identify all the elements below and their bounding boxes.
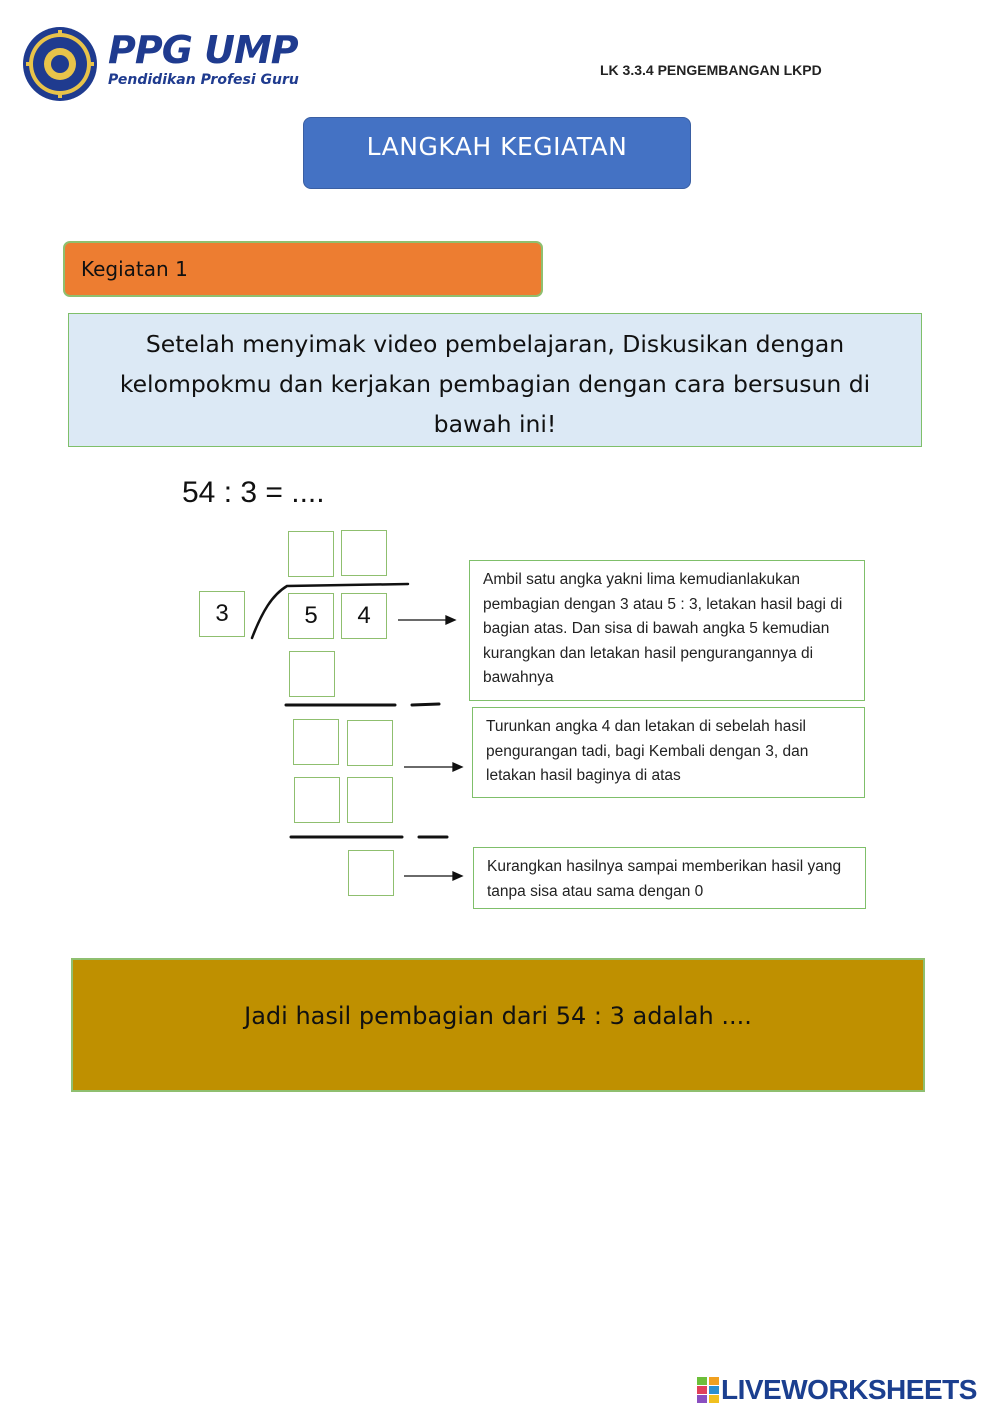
remainder-ones-input[interactable] — [347, 720, 393, 766]
quotient-tens-input[interactable] — [288, 531, 334, 577]
instruction-box: Setelah menyimak video pembelajaran, Diskusikan dengan kelompokmu dan kerjakan pembagian dengan cara bersusun di bawah ini! — [68, 313, 922, 447]
quotient-ones-input[interactable] — [341, 530, 387, 576]
step-note: Turunkan angka 4 dan letakan di sebelah hasil pengurangan tadi, bagi Kembali dengan 3, dan letakan hasil baginya di atas — [472, 707, 865, 798]
minus-sign-1 — [412, 704, 439, 705]
dividend-digit-box: 5 — [288, 593, 334, 639]
arrow-step-1 — [398, 616, 455, 624]
division-problem: 54 : 3 = .... — [182, 476, 325, 509]
step-note: Ambil satu angka yakni lima kemudianlakukan pembagian dengan 3 atau 5 : 3, letakan hasil bagi di bagian atas. Dan sisa di bawah angka 5 kemudian kurangkan dan letakan hasil pengurangannya di bawahnya — [469, 560, 865, 701]
final-remainder-input[interactable] — [348, 850, 394, 896]
product-ones-input[interactable] — [347, 777, 393, 823]
remainder-tens-input[interactable] — [293, 719, 339, 765]
brand-subtitle: Pendidikan Profesi Guru — [108, 72, 299, 88]
document-code: LK 3.3.4 PENGEMBANGAN LKPD — [600, 62, 822, 78]
activity-label: Kegiatan 1 — [63, 241, 543, 297]
product-tens-input[interactable] — [294, 777, 340, 823]
divisor-box: 3 — [199, 591, 245, 637]
brand-title: PPG UMP — [108, 28, 298, 72]
conclusion-box: Jadi hasil pembagian dari 54 : 3 adalah .... — [71, 958, 925, 1092]
dividend-digit-box: 4 — [341, 593, 387, 639]
banner-title: LANGKAH KEGIATAN — [366, 132, 628, 161]
arrow-step-2 — [404, 763, 462, 771]
arrow-step-3 — [404, 872, 462, 880]
liveworksheets-icon — [697, 1377, 719, 1403]
liveworksheets-watermark: LIVEWORKSHEETS — [721, 1374, 977, 1405]
step-note: Kurangkan hasilnya sampai memberikan hasil yang tanpa sisa atau sama dengan 0 — [473, 847, 866, 909]
product-input[interactable] — [289, 651, 335, 697]
